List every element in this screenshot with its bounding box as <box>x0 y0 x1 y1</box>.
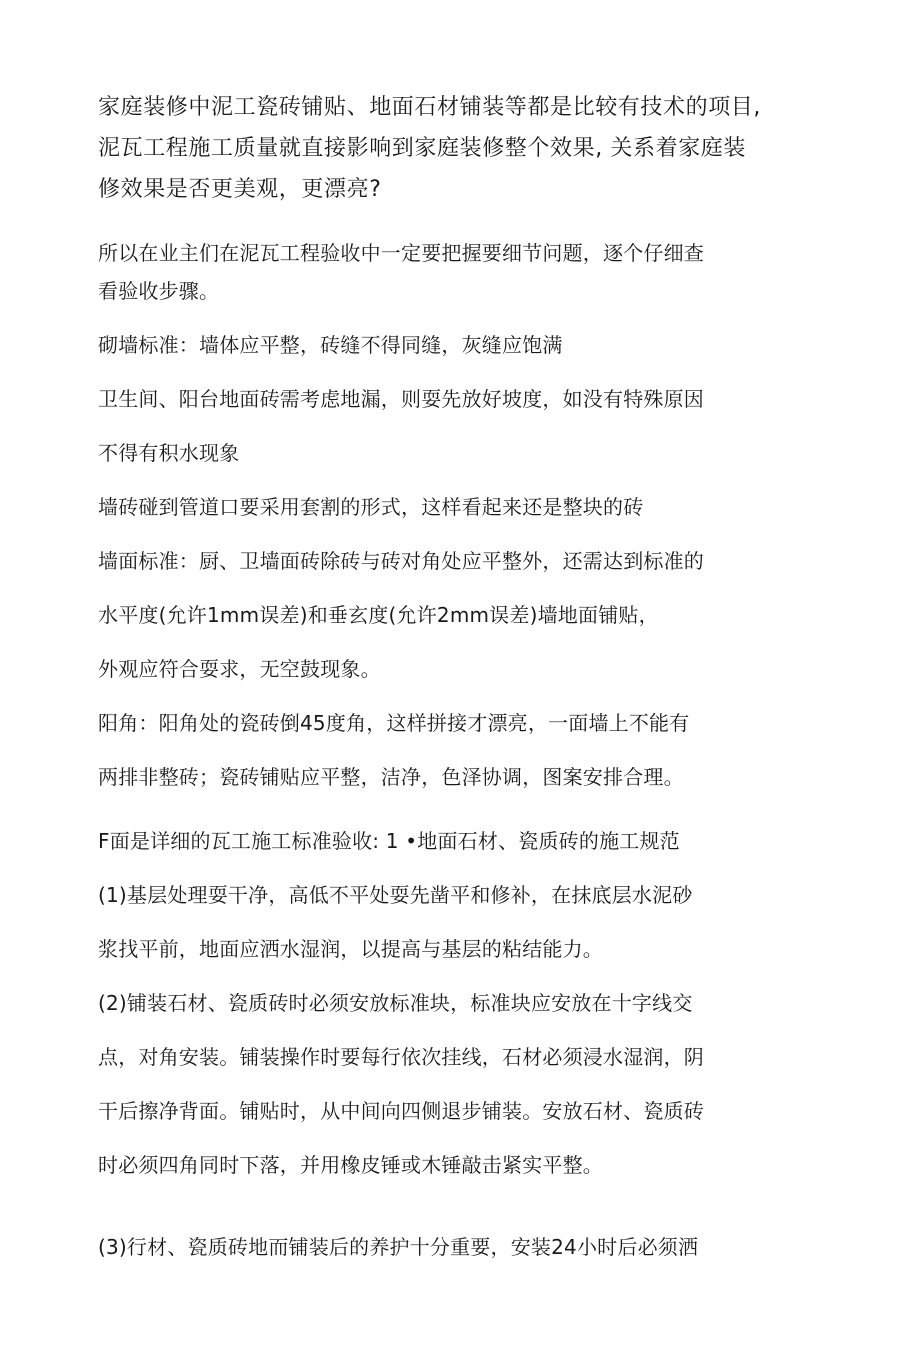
paragraph-line: 所以在业主们在泥瓦工程验收中一定要把握要细节问题，逐个仔细查 <box>98 241 704 265</box>
paragraph-line: 墙面标准：厨、卫墙面砖除砖与砖对角处应平整外，还需达到标准的 <box>98 549 704 573</box>
paragraph-line: 砌墙标准：墙体应平整，砖缝不得同缝，灰缝应饱满 <box>98 333 563 357</box>
intro-line-1: 家庭装修中泥工瓷砖铺贴、地面石材铺装等都是比较有技术的项目, <box>98 95 761 120</box>
paragraph-line: 不得有积水现象 <box>98 441 240 465</box>
paragraph-line: 墙砖碰到管道口要采用套割的形式，这样看起来还是整块的砖 <box>98 495 644 519</box>
paragraph-line: 点，对角安装。铺装操作时要每行依次挂线，石材必须浸水湿润，阴 <box>98 1045 704 1069</box>
paragraph-line: (1)基层处理耍干净，高低不平处耍先凿平和修补，在抹底层水泥砂 <box>98 883 693 907</box>
paragraph-line: (3)行材、瓷质砖地而铺装后的养护十分重要，安装24小时后必须洒 <box>98 1235 699 1259</box>
paragraph-line: 看验收步骤。 <box>98 279 220 303</box>
paragraph-line: 阳角：阳角处的瓷砖倒45度角，这样拼接才漂亮，一面墙上不能有 <box>98 711 690 735</box>
intro-line-3: 修效果是否更美观，更漂亮? <box>98 177 382 202</box>
intro-line-2: 泥瓦工程施工质量就直接影响到家庭装修整个效果, 关系着家庭装 <box>98 136 746 161</box>
section-heading: F面是详细的瓦工施工标准验收: 1 •地面石材、瓷质砖的施工规范 <box>98 829 680 853</box>
paragraph-line: 卫生间、阳台地面砖需考虑地漏，则耍先放好坡度，如没有特殊原因 <box>98 387 704 411</box>
paragraph-line: (2)铺装石材、瓷质砖时必须安放标准块，标准块应安放在十字线交 <box>98 991 693 1015</box>
paragraph-line: 外观应符合耍求，无空鼓现象。 <box>98 657 381 681</box>
paragraph-line: 干后擦净背面。铺贴时，从中间向四侧退步铺装。安放石材、瓷质砖 <box>98 1099 704 1123</box>
paragraph-line: 两排非整砖；瓷砖铺贴应平整，洁净，色泽协调，图案安排合理。 <box>98 765 684 789</box>
paragraph-line: 水平度(允许1mm误差)和垂玄度(允许2mm误差)墙地面铺贴， <box>98 603 659 627</box>
paragraph-line: 浆找平前，地面应洒水湿润，以提高与基层的粘结能力。 <box>98 937 603 961</box>
paragraph-line: 时必须四角同时下落，并用橡皮锤或木锤敲击紧实平整。 <box>98 1153 603 1177</box>
